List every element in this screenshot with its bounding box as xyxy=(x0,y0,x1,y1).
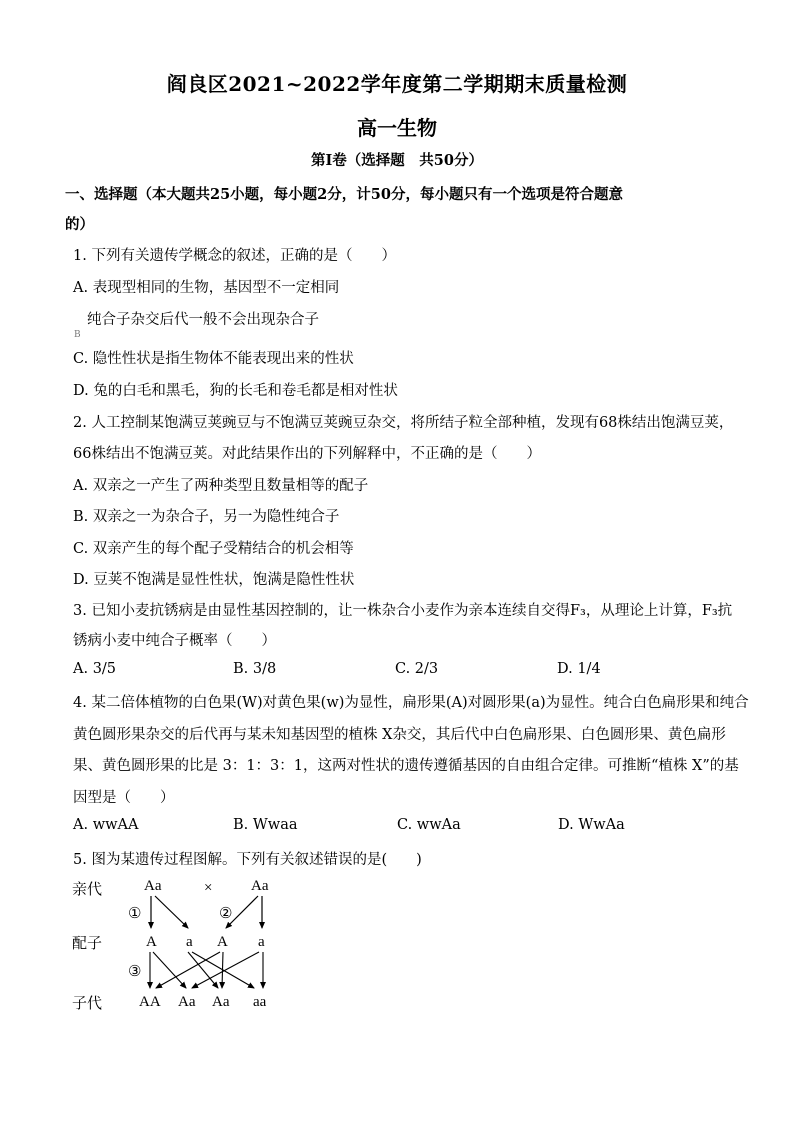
q4-stem-cont2: 果、黄色圆形果的比是 3：1：3：1，这两对性状的遗传遵循基因的自由组合定律。可推断“植株 X”的基 xyxy=(73,758,739,774)
q3-stem-cont: 锈病小麦中纯合子概率（ ） xyxy=(73,633,276,649)
parent-left-genotype: Aa xyxy=(144,878,162,894)
offspring-1: AA xyxy=(139,994,161,1010)
q4-stem: 4. 某二倍体植物的白色果(W)对黄色果(w)为显性，扁形果(A)对圆形果(a)为显性。纯合白色扁形果和纯合 xyxy=(73,695,749,711)
q4-option-b: B. Wwaa xyxy=(233,817,298,833)
gamete-2: a xyxy=(186,934,193,950)
step-3-label: ③ xyxy=(128,964,142,980)
q3-option-c: C. 2/3 xyxy=(395,661,439,677)
q1-option-b-mark: B xyxy=(74,330,81,340)
cross-symbol: × xyxy=(204,880,213,896)
exam-title: 阎良区2021~2022学年度第二学期期末质量检测 xyxy=(166,72,628,96)
exam-subject: 高一生物 xyxy=(357,116,437,140)
offspring-2: Aa xyxy=(178,994,196,1010)
q3-option-d: D. 1/4 xyxy=(557,661,601,677)
q2-option-b: B. 双亲之一为杂合子，另一为隐性纯合子 xyxy=(73,509,340,525)
q2-stem-cont: 66株结出不饱满豆荚。对此结果作出的下列解释中，不正确的是（ ） xyxy=(73,446,541,462)
q2-stem: 2. 人工控制某饱满豆荚豌豆与不饱满豆荚豌豆杂交，将所结子粒全部种植，发现有68株结出饱满豆荚， xyxy=(73,415,734,431)
arrow-g1-aa2 xyxy=(153,952,186,988)
q3-stem: 3. 已知小麦抗锈病是由显性基因控制的，让一株杂合小麦作为亲本连续自交得F₃，从理论上计算，F₃抗 xyxy=(73,603,733,619)
q2-option-d: D. 豆荚不饱满是显性性状，饱满是隐性性状 xyxy=(73,572,355,588)
step-2-label: ② xyxy=(219,906,233,922)
q4-option-a: A. wwAA xyxy=(73,817,139,833)
q3-option-b: B. 3/8 xyxy=(233,661,277,677)
q1-option-a: A. 表现型相同的生物，基因型不一定相同 xyxy=(73,280,340,296)
section-heading: 一、选择题（本大题共25小题，每小题2分，计50分，每小题只有一个选项是符合题意 xyxy=(65,186,623,203)
arrow-g3-aa1 xyxy=(156,952,220,988)
step-1-label: ① xyxy=(128,906,142,922)
heredity-diagram xyxy=(70,872,330,1022)
row-label-offspring: 子代 xyxy=(72,996,103,1012)
q4-option-c: C. wwAa xyxy=(397,817,461,833)
arrow-parent1-gamete2 xyxy=(155,896,188,928)
q3-option-a: A. 3/5 xyxy=(73,661,117,677)
section-heading-cont: 的） xyxy=(65,216,94,233)
row-label-parent: 亲代 xyxy=(72,882,103,898)
exam-part-label: 第Ⅰ卷（选择题 共50分） xyxy=(311,152,483,169)
q4-option-d: D. WwAa xyxy=(558,817,625,833)
q4-stem-cont1: 黄色圆形果杂交的后代再与某未知基因型的植株 X杂交，其后代中白色扁形果、白色圆形果、黄色扁形 xyxy=(73,727,726,743)
offspring-3: Aa xyxy=(212,994,230,1010)
q2-option-c: C. 双亲产生的每个配子受精结合的机会相等 xyxy=(73,541,354,557)
q1-option-c: C. 隐性性状是指生物体不能表现出来的性状 xyxy=(73,351,354,367)
q5-stem: 5. 图为某遗传过程图解。下列有关叙述错误的是( ) xyxy=(73,852,422,868)
parent-right-genotype: Aa xyxy=(251,878,269,894)
q1-option-d: D. 兔的白毛和黑毛，狗的长毛和卷毛都是相对性状 xyxy=(73,383,398,399)
arrow-g3-aa3 xyxy=(222,952,223,988)
gamete-4: a xyxy=(258,934,265,950)
gamete-1: A xyxy=(146,934,157,950)
q4-stem-cont3: 因型是（ ） xyxy=(73,790,175,806)
row-label-gamete: 配子 xyxy=(72,936,103,952)
q1-option-b: 纯合子杂交后代一般不会出现杂合子 xyxy=(87,312,319,328)
gamete-3: A xyxy=(217,934,228,950)
q1-stem: 1. 下列有关遗传学概念的叙述，正确的是（ ） xyxy=(73,248,396,264)
offspring-4: aa xyxy=(253,994,267,1010)
q2-option-a: A. 双亲之一产生了两种类型且数量相等的配子 xyxy=(73,478,369,494)
